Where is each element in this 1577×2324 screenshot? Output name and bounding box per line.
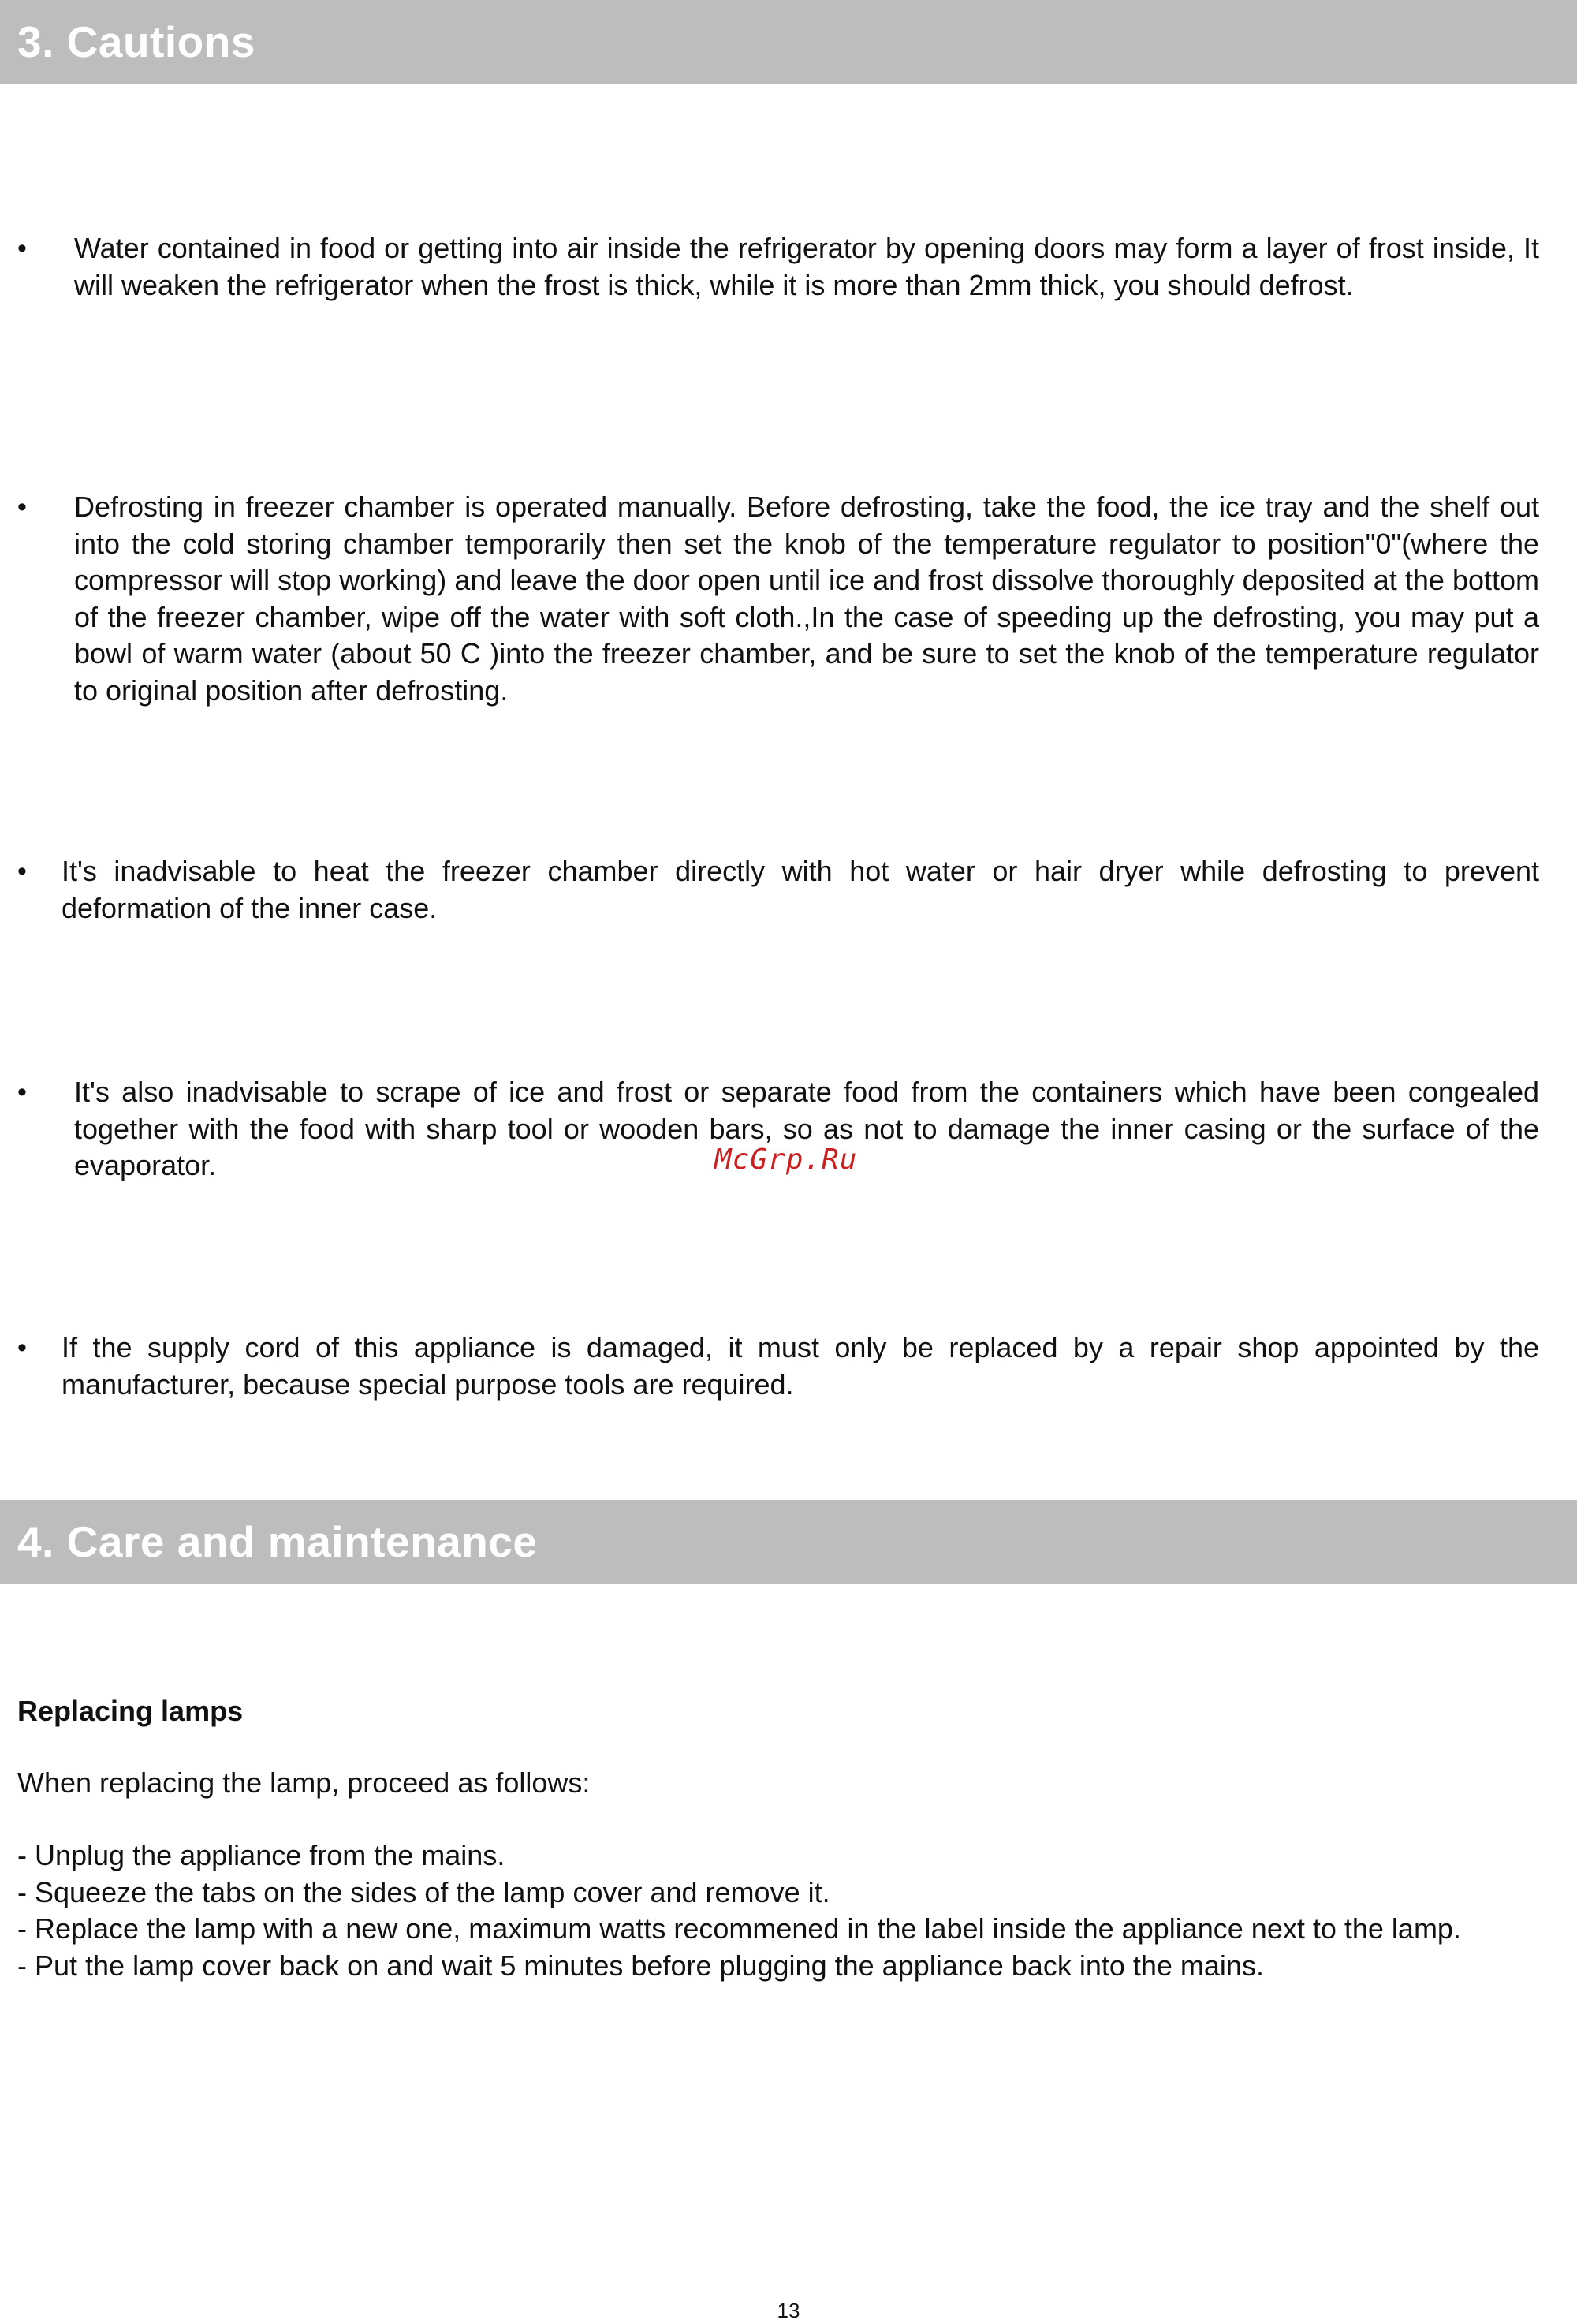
care-intro-text: When replacing the lamp, proceed as follows: xyxy=(17,1766,591,1799)
caution-item xyxy=(17,230,1539,304)
care-step: - Put the lamp cover back on and wait 5 minutes before plugging the appliance back into the mains. xyxy=(17,1949,1264,1982)
care-steps-list xyxy=(17,1837,1539,1984)
section-title: 4. Care and maintenance xyxy=(17,1517,538,1566)
caution-item xyxy=(17,489,1539,709)
bullet-icon: • xyxy=(17,492,27,522)
bullet-icon: • xyxy=(17,233,27,263)
section-header-cautions xyxy=(0,0,1577,84)
caution-text: It's also inadvisable to scrape of ice and frost or separate food from the containers which have been congealed together with the food with sharp tool or wooden bars, so as not to damage the inner casing or the surface of the evaporator. xyxy=(74,1076,1539,1181)
bullet-icon: • xyxy=(17,1333,27,1363)
caution-text: It's inadvisable to heat the freezer chamber directly with hot water or hair dryer while defrosting to prevent deformation of the inner case. xyxy=(62,855,1539,924)
bullet-icon: • xyxy=(17,856,27,886)
page-number: 13 xyxy=(777,2299,800,2322)
section-title: 3. Cautions xyxy=(17,17,255,66)
care-step: - Replace the lamp with a new one, maximum watts recommened in the label inside the appliance next to the lamp. xyxy=(17,1912,1461,1945)
caution-item xyxy=(17,853,1539,927)
watermark-text: McGrp.Ru xyxy=(714,1143,858,1176)
caution-text: If the supply cord of this appliance is damaged, it must only be replaced by a repair shop appointed by the manufacturer, because special purpose tools are required. xyxy=(62,1331,1539,1401)
caution-item xyxy=(17,1330,1539,1403)
care-step: - Squeeze the tabs on the sides of the lamp cover and remove it. xyxy=(17,1875,830,1908)
caution-text: Defrosting in freezer chamber is operated manually. Before defrosting, take the food, the ice tray and the shelf out into the cold storing chamber temporarily then set the knob of the temperature regulator to position"0"(where the compressor will stop working) and leave the door open until ice and frost dissolve thoroughly deposited at the bottom of the freezer chamber, wipe off the water with soft cloth.,In the case of speeding up the defrosting, you may put a bowl of warm water (about 50 C )into the freezer chamber, and be sure to set the knob of the temperature regulator to original position after defrosting. xyxy=(74,491,1539,707)
care-step: - Unplug the appliance from the mains. xyxy=(17,1839,505,1871)
subheading-replacing-lamps: Replacing lamps xyxy=(17,1695,244,1727)
bullet-icon: • xyxy=(17,1077,27,1107)
caution-text: Water contained in food or getting into air inside the refrigerator by opening doors may form a layer of frost inside, It will weaken the refrigerator when the frost is thick, while it is more than 2mm thick, you should defrost. xyxy=(74,232,1539,301)
section-header-care xyxy=(0,1500,1577,1584)
